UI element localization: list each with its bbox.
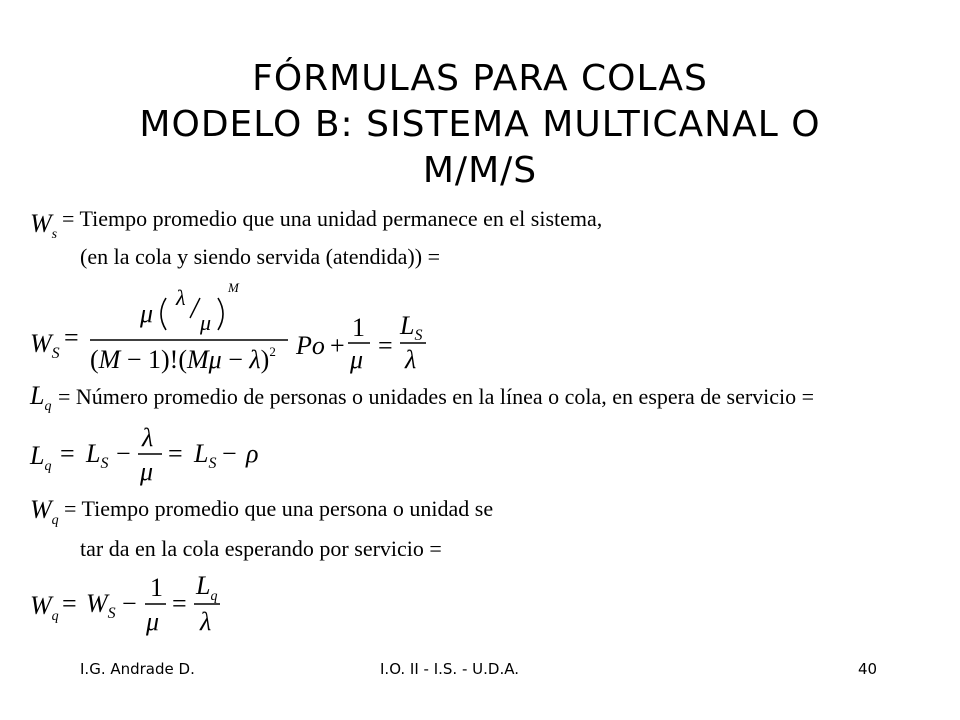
minus-sign: − bbox=[222, 439, 237, 468]
lambda-symbol: λ bbox=[176, 285, 186, 310]
lq-symbol: $L_q$ bbox=[30, 441, 52, 474]
ws-formula-lhs: $W_S$ bbox=[30, 329, 60, 362]
footer-course: I.O. II - I.S. - U.D.A. bbox=[380, 660, 519, 678]
wq-symbol: $W_q$ bbox=[30, 495, 59, 528]
wq-definition-line1: = Tiempo promedio que una persona o unidad se bbox=[64, 496, 494, 521]
po-term: Po bbox=[296, 331, 325, 360]
lambda-symbol: λ bbox=[200, 607, 212, 636]
lambda-symbol: λ bbox=[405, 345, 417, 374]
ws-definition bbox=[30, 206, 602, 269]
equals-sign: = bbox=[62, 589, 77, 618]
lambda-symbol: λ bbox=[142, 423, 154, 452]
title-line-1: FÓRMULAS PARA COLAS bbox=[252, 58, 708, 99]
mu-symbol: μ bbox=[140, 299, 154, 328]
mu-symbol: μ bbox=[140, 457, 154, 486]
wq-definition-line2: tar da en la cola esperando por servicio = bbox=[80, 536, 442, 561]
ls-symbol: $L_S$ bbox=[86, 439, 109, 472]
title-line-3: M/M/S bbox=[422, 150, 538, 191]
lq-definition-text: = Número promedio de personas o unidades en la línea o cola, en espera de servicio = bbox=[58, 384, 815, 409]
wq-definition bbox=[30, 495, 493, 561]
minus-sign: − bbox=[122, 589, 137, 618]
slash-line bbox=[190, 298, 200, 318]
ws-formula bbox=[30, 280, 426, 374]
wq-symbol: $W_q$ bbox=[30, 591, 59, 624]
page-number: 40 bbox=[858, 660, 878, 678]
ws-definition-line2: (en la cola y siendo servida (atendida)) = bbox=[80, 244, 440, 269]
equals-sign: = bbox=[60, 439, 75, 468]
lq-symbol: $L_q$ bbox=[196, 571, 218, 604]
mu-symbol: μ bbox=[146, 607, 160, 636]
equals-sign: = bbox=[172, 589, 187, 618]
title-line-2: MODELO B: SISTEMA MULTICANAL O bbox=[139, 104, 821, 145]
lq-formula bbox=[29, 423, 258, 486]
ls-symbol: $L_S$ bbox=[194, 439, 217, 472]
rho-symbol: ρ bbox=[246, 439, 259, 468]
ls-symbol: $L_S$ bbox=[400, 311, 423, 344]
right-paren bbox=[218, 298, 223, 330]
minus-sign: − bbox=[116, 439, 131, 468]
ws-symbol: $W_S$ bbox=[86, 589, 116, 622]
lq-symbol: $L_q$ bbox=[30, 381, 52, 414]
plus-sign: + bbox=[330, 331, 345, 360]
equals-sign: = bbox=[64, 323, 79, 352]
left-paren bbox=[161, 298, 166, 330]
footer-author: I.G. Andrade D. bbox=[80, 660, 195, 678]
mu-symbol: μ bbox=[200, 310, 212, 335]
equals-sign: = bbox=[378, 331, 393, 360]
equals-sign: = bbox=[168, 439, 183, 468]
lq-definition bbox=[29, 381, 814, 414]
exponent-m: M bbox=[228, 280, 239, 295]
denominator: $(M - 1)!(M\mu - \lambda)^2$ bbox=[90, 344, 276, 374]
ws-symbol: $W_s$ bbox=[30, 209, 58, 242]
mu-symbol: μ bbox=[350, 345, 364, 374]
one-numerator: 1 bbox=[150, 573, 163, 602]
wq-formula bbox=[30, 571, 220, 636]
ws-definition-line1: = Tiempo promedio que una unidad permanece en el sistema, bbox=[62, 206, 603, 231]
one-numerator: 1 bbox=[352, 313, 365, 342]
